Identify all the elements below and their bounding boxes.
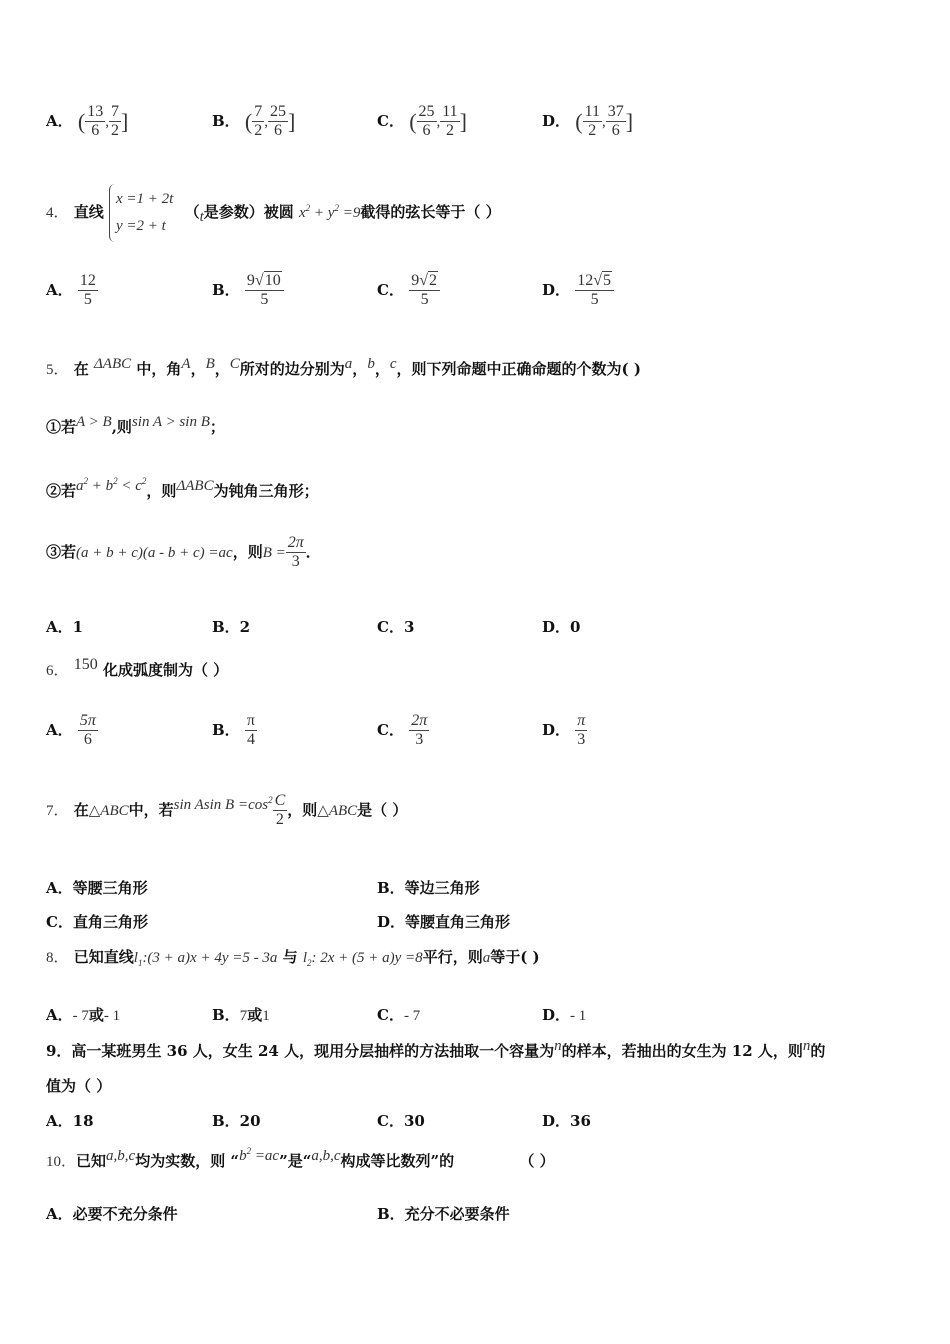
stem-text: ，则 [232, 542, 263, 561]
stem-text: 均为实数，则 “ [135, 1152, 240, 1170]
question-5-stem: 5． 在 ΔABC 中，角A，B，C所对的边分别为a，b，c，则下列命题中正确命题的个数为( ) [46, 356, 641, 378]
bracket-right: ] [120, 108, 129, 134]
option-label: C． [377, 720, 404, 739]
option-label: D． [542, 111, 571, 130]
denominator: 5 [420, 291, 429, 309]
condition: A > B [76, 414, 112, 430]
denominator: 4 [246, 731, 255, 749]
stem-text: ”是“ [279, 1152, 312, 1170]
question-number: 10． [46, 1154, 77, 1170]
numerator: 2π [409, 712, 429, 731]
numerator: 25 [417, 103, 437, 122]
q5-option-b: B．2 [212, 618, 251, 636]
q8-option-a [46, 1004, 120, 1025]
stem-text: 在 [73, 800, 89, 819]
stem-text: 的样本，若抽出的女生为 12 人，则 [561, 1042, 803, 1060]
var: a [344, 356, 353, 372]
numerator: 9√2 [409, 272, 440, 291]
q5-option-a: A．1 [46, 618, 84, 636]
fraction [606, 103, 626, 141]
bracket-left: ( [575, 108, 583, 134]
question-number: 4． [46, 205, 69, 221]
q4-option-a [46, 272, 98, 310]
line-equation: $l_1:(3 + a)x + 4y =5 - 3a$ [133, 950, 278, 968]
denominator: 5 [590, 291, 599, 309]
question-number: 5． [46, 362, 69, 378]
statement-mark: ③若 [46, 542, 77, 561]
fraction [440, 103, 459, 141]
option-label: C． [377, 111, 404, 130]
q5-statement-1 [46, 414, 225, 437]
bracket-right: ] [459, 108, 467, 134]
option-label: A． [46, 1006, 73, 1024]
denominator: 3 [415, 731, 424, 749]
fraction [109, 103, 121, 141]
stem-text: 所对的边分别为 [239, 360, 345, 378]
denominator: 3 [577, 731, 586, 749]
numerator: 9√10 [245, 272, 284, 291]
fraction [583, 103, 602, 141]
stem-text: 构成等比数列”的 [340, 1152, 455, 1170]
stem-text: ，则 [146, 482, 177, 500]
bracket-left: ( [77, 108, 86, 134]
stem-text: 9．高一某班男生 36 人，女生 24 人，现用分层抽样的方法抽取一个容量为 [46, 1042, 555, 1060]
value: 7 [239, 1008, 248, 1024]
q6-option-c [377, 712, 429, 750]
option-label: C． [377, 280, 404, 299]
stem-text: 中，若 [128, 800, 174, 819]
q5-statement-3 [46, 534, 321, 572]
condition: $b^2 =ac$ [239, 1146, 280, 1164]
question-number: 8． [46, 950, 69, 966]
option-label: A． [46, 720, 73, 739]
stem-text: 化成弧度制为（ ） [102, 661, 229, 679]
bracket-right: ] [625, 108, 634, 134]
stem-text: （ [184, 203, 200, 221]
numerator: π [575, 712, 587, 731]
stem-text: 或 [247, 1006, 263, 1024]
value: - 7 [72, 1008, 89, 1024]
q7-option-d: D．等腰直角三角形 [377, 913, 511, 931]
numerator: 37 [606, 103, 626, 122]
fraction [245, 712, 257, 750]
variables: a,b,c [106, 1148, 136, 1164]
option-label: A． [46, 111, 73, 130]
denominator: 6 [422, 122, 431, 140]
degree-value: 150 [73, 656, 98, 673]
triangle-symbol: ΔABC [94, 356, 132, 372]
var: n [802, 1038, 811, 1054]
option-label: D． [542, 280, 571, 299]
stem-text: ． [305, 542, 321, 561]
numerator: π [245, 712, 257, 731]
stem-text: 平行，则 [422, 948, 483, 966]
q5-statement-2 [46, 476, 319, 501]
denominator: 5 [260, 291, 269, 309]
q9-option-c: C．30 [377, 1112, 425, 1130]
numerator: 13 [85, 103, 105, 122]
q7-option-c: C．直角三角形 [46, 913, 148, 931]
question-9-stem [46, 1038, 825, 1061]
q5-option-c: C．3 [377, 618, 415, 636]
question-10-stem [46, 1146, 555, 1171]
fraction [268, 103, 288, 141]
q4-option-c [377, 272, 440, 310]
q4-option-b [212, 272, 284, 310]
denominator: 6 [91, 122, 100, 140]
q9-option-a: A．18 [46, 1112, 94, 1130]
result: sin A > sin B [131, 414, 210, 430]
fraction [273, 792, 288, 830]
q7-option-b: B．等边三角形 [377, 879, 480, 897]
option-label: C． [377, 1006, 404, 1024]
option-label: B． [212, 1006, 240, 1024]
q7-option-a: A．等腰三角形 [46, 879, 148, 897]
q3-option-d: D． ( $\frac{11}{2}$ , $\frac{37}{6}$ ] [542, 103, 634, 140]
stem-text: 直线 [73, 203, 104, 221]
statement-mark: ②若 [46, 482, 77, 500]
fraction [78, 272, 98, 310]
q3-option-a: A． ( $\frac{13}{6}$ , $\frac{7}{2}$ ] [46, 103, 129, 140]
denominator: 3 [291, 553, 300, 571]
stem-text: 截得的弦长等于（ ） [360, 203, 501, 221]
result: B = [262, 544, 286, 561]
q6-option-a [46, 712, 98, 750]
q5-option-d: D．0 [542, 618, 581, 636]
fraction [575, 272, 614, 310]
bracket-left: ( [244, 108, 253, 134]
fraction [409, 712, 429, 750]
numerator: 2π [286, 534, 306, 553]
stem-text: 已知直线 [73, 948, 134, 966]
circle-equation: $x^2 + y^2 =9$ [299, 203, 361, 221]
bracket-right: ] [288, 108, 296, 134]
var: n [554, 1038, 562, 1054]
denominator: 2 [254, 122, 263, 140]
fraction [78, 712, 98, 750]
var: a [482, 950, 491, 966]
value: - 1 [570, 1008, 587, 1024]
q8-option-c [377, 1004, 420, 1025]
stem-text: 是参数）被圆 [203, 203, 294, 221]
fraction [575, 712, 587, 750]
question-6-stem [46, 656, 228, 680]
question-number: 6． [46, 663, 69, 679]
stem-text: 的 [810, 1042, 826, 1060]
fraction [245, 272, 284, 310]
q10-option-a: A．必要不充分条件 [46, 1205, 178, 1223]
var: c [389, 356, 397, 372]
equation-line: y =2 + t [116, 218, 166, 234]
stem-text: 或 [88, 1006, 104, 1024]
q6-option-d [542, 712, 587, 750]
param-variable: t [199, 209, 204, 225]
denominator: 2 [110, 122, 119, 140]
triangle-symbol: △ABC [317, 802, 358, 819]
value: 1 [262, 1008, 270, 1024]
denominator: 2 [588, 122, 597, 140]
q10-option-b: B．充分不必要条件 [377, 1205, 510, 1223]
numerator: 12√5 [575, 272, 614, 291]
expression: sin Asin $B =\cos^2$ [173, 794, 273, 813]
q6-option-b [212, 712, 257, 750]
stem-text: 中，角 [136, 360, 182, 378]
numerator: C [273, 792, 288, 811]
condition: (a + b + c)(a - b + c) =ac [76, 544, 233, 561]
stem-text: 是（ ） [357, 800, 408, 819]
numerator: 11 [440, 103, 459, 122]
numerator: 11 [583, 103, 602, 122]
q9-option-d: D．36 [542, 1112, 591, 1130]
denominator: 5 [83, 291, 92, 309]
question-number: 7． [46, 802, 69, 819]
value: - 1 [103, 1008, 121, 1024]
q8-option-d [542, 1004, 586, 1025]
numerator: 5π [78, 712, 98, 731]
numerator: 25 [268, 103, 288, 122]
option-label: D． [542, 720, 571, 739]
statement-mark: ①若 [46, 418, 77, 436]
var: C [229, 356, 240, 372]
denominator: 2 [275, 811, 284, 829]
stem-text: 在 [73, 360, 89, 378]
q9-option-b: B．20 [212, 1112, 261, 1130]
option-label: B． [212, 720, 240, 739]
fraction [417, 103, 437, 141]
stem-text: 与 [282, 948, 298, 966]
numerator: 7 [252, 103, 264, 122]
option-label: B． [212, 280, 240, 299]
answer-blank: （ ） [519, 1152, 555, 1170]
stem-text: ，则下列命题中正确命题的个数为( ) [396, 360, 641, 378]
option-label: A． [46, 280, 73, 299]
triangle-symbol: ΔABC [176, 478, 214, 494]
line-equation: $l_2$: 2x + (5 + a)y =8 [302, 950, 423, 968]
denominator: 6 [274, 122, 282, 140]
stem-text: 已知 [76, 1152, 107, 1170]
equation-line: x =1 + 2t [116, 191, 174, 207]
fraction [409, 272, 440, 310]
stem-text: ，则 [287, 800, 318, 819]
denominator: 6 [83, 731, 92, 749]
question-4-stem [46, 184, 501, 242]
question-7-stem [46, 792, 407, 830]
stem-text: ,则 [111, 418, 132, 436]
question-8-stem [46, 946, 540, 968]
question-9-stem-line2: 值为（ ） [46, 1077, 112, 1095]
bracket-left: ( [409, 108, 417, 134]
numerator: 12 [78, 272, 98, 291]
fraction [252, 103, 264, 141]
stem-text: 等于( ) [490, 948, 540, 966]
var: B [205, 356, 215, 372]
denominator: 2 [445, 122, 454, 140]
variables: a,b,c [311, 1148, 341, 1164]
q8-option-b [212, 1004, 270, 1025]
value: - 7 [403, 1008, 421, 1024]
condition: $a^2 + b^2 < c^2$ [76, 476, 147, 494]
fraction [85, 103, 105, 141]
var: A [181, 356, 191, 372]
q3-option-b: B． ( $\frac{7}{2}$ , $\frac{25}{6}$ ] [212, 103, 296, 140]
option-label: B． [212, 111, 240, 130]
numerator: 7 [109, 103, 121, 122]
q3-option-c: C． ( $\frac{25}{6}$ , $\frac{11}{2}$ ] [377, 103, 467, 140]
triangle-symbol: △ABC [88, 802, 129, 819]
q4-option-d [542, 272, 614, 310]
option-label: D． [542, 1006, 571, 1024]
stem-text: 为钝角三角形； [213, 482, 319, 500]
fraction [286, 534, 306, 572]
stem-text: ； [209, 418, 225, 436]
equation-system [109, 184, 179, 242]
var: b [367, 356, 375, 372]
denominator: 6 [611, 122, 620, 140]
